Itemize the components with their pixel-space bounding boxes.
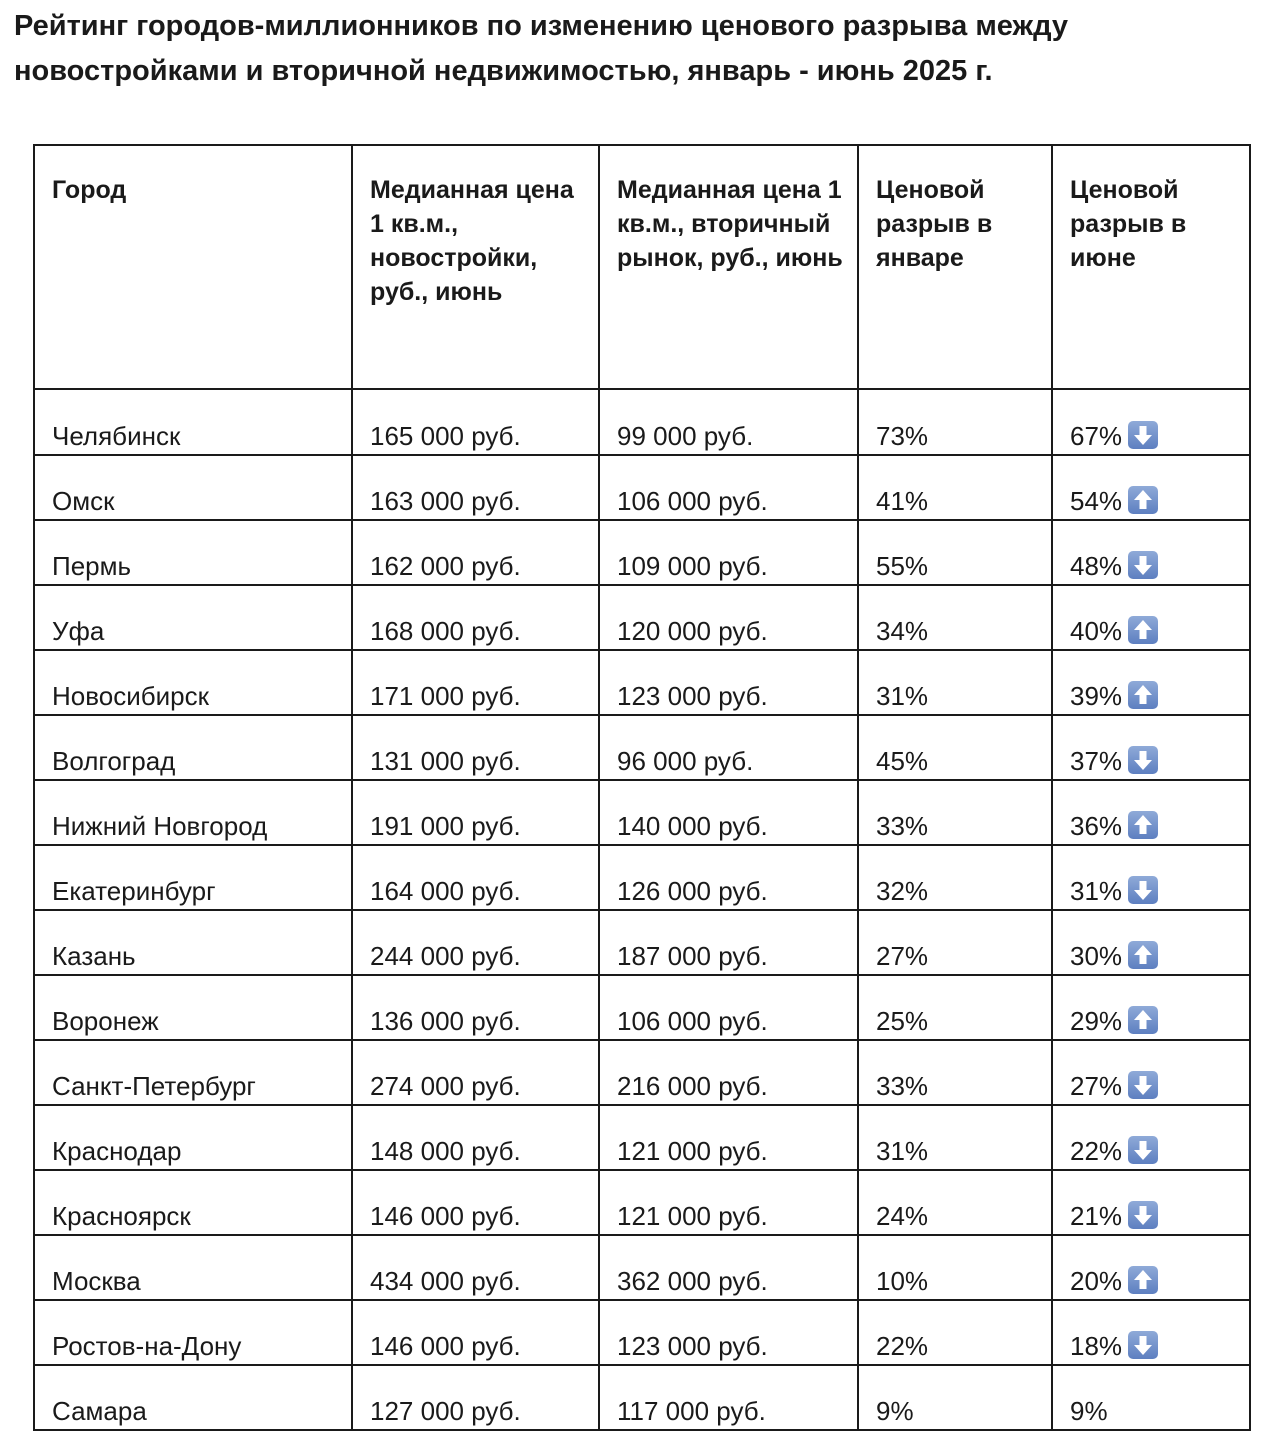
new-price-cell-value: 146 000 руб.	[370, 1331, 521, 1361]
city-cell	[34, 455, 352, 520]
gap-june-cell-value: 37%	[1070, 746, 1123, 776]
resale-price-cell	[599, 1105, 858, 1170]
arrow-down-icon	[1128, 1331, 1158, 1359]
gap-june-cell-value: 48%	[1070, 551, 1123, 581]
gap-january-cell-value: 33%	[876, 811, 929, 841]
city-cell-value: Волгоград	[52, 746, 176, 776]
gap-june-cell	[1052, 1170, 1250, 1235]
new-price-cell	[352, 975, 599, 1040]
gap-january-cell-value: 41%	[876, 486, 929, 516]
new-price-cell-value: 274 000 руб.	[370, 1071, 521, 1101]
resale-price-cell	[599, 650, 858, 715]
column-header-new-price: Медианная цена 1 кв.м., новостройки, руб., июнь	[352, 145, 599, 389]
city-cell	[34, 520, 352, 585]
city-cell	[34, 1365, 352, 1430]
resale-price-cell	[599, 910, 858, 975]
column-header-gap-january: Ценовой разрыв в январе	[858, 145, 1052, 389]
new-price-cell-value: 163 000 руб.	[370, 486, 521, 516]
resale-price-cell-value: 121 000 руб.	[617, 1201, 768, 1231]
gap-june-cell	[1052, 1105, 1250, 1170]
gap-january-cell-value: 25%	[876, 1006, 929, 1036]
new-price-cell	[352, 715, 599, 780]
gap-june-cell-value: 21%	[1070, 1201, 1123, 1231]
new-price-cell-value: 127 000 руб.	[370, 1396, 521, 1426]
new-price-cell	[352, 1170, 599, 1235]
city-cell	[34, 389, 352, 455]
resale-price-cell-value: 362 000 руб.	[617, 1266, 768, 1296]
gap-january-cell	[858, 1040, 1052, 1105]
new-price-cell	[352, 1365, 599, 1430]
resale-price-cell	[599, 389, 858, 455]
gap-june-cell	[1052, 585, 1250, 650]
resale-price-cell	[599, 780, 858, 845]
resale-price-cell	[599, 585, 858, 650]
city-cell-value: Новосибирск	[52, 681, 209, 711]
gap-january-cell	[858, 585, 1052, 650]
city-cell	[34, 715, 352, 780]
new-price-cell	[352, 389, 599, 455]
gap-january-cell	[858, 1300, 1052, 1365]
gap-june-cell-value: 9%	[1070, 1396, 1108, 1426]
gap-january-cell-value: 10%	[876, 1266, 929, 1296]
city-cell	[34, 1235, 352, 1300]
gap-january-cell	[858, 650, 1052, 715]
table-row	[34, 455, 1250, 520]
gap-june-cell-value: 27%	[1070, 1071, 1123, 1101]
resale-price-cell-value: 117 000 руб.	[617, 1396, 766, 1426]
resale-price-cell-value: 106 000 руб.	[617, 1006, 768, 1036]
gap-june-cell-value: 54%	[1070, 486, 1123, 516]
gap-june-cell	[1052, 650, 1250, 715]
resale-price-cell-value: 126 000 руб.	[617, 876, 768, 906]
resale-price-cell	[599, 1365, 858, 1430]
new-price-cell-value: 146 000 руб.	[370, 1201, 521, 1231]
city-cell-value: Пермь	[52, 551, 132, 581]
resale-price-cell-value: 123 000 руб.	[617, 681, 768, 711]
new-price-cell	[352, 1040, 599, 1105]
city-cell	[34, 845, 352, 910]
resale-price-cell-value: 216 000 руб.	[617, 1071, 768, 1101]
gap-june-cell	[1052, 780, 1250, 845]
arrow-up-icon	[1128, 616, 1158, 644]
arrow-down-icon	[1128, 551, 1158, 579]
city-cell	[34, 1170, 352, 1235]
resale-price-cell-value: 121 000 руб.	[617, 1136, 768, 1166]
gap-january-cell-value: 27%	[876, 941, 929, 971]
city-cell-value: Москва	[52, 1266, 141, 1296]
new-price-cell	[352, 650, 599, 715]
new-price-cell	[352, 1105, 599, 1170]
gap-january-cell-value: 55%	[876, 551, 929, 581]
city-cell-value: Самара	[52, 1396, 147, 1426]
city-cell-value: Казань	[52, 941, 136, 971]
gap-january-cell	[858, 455, 1052, 520]
city-cell-value: Нижний Новгород	[52, 811, 268, 841]
new-price-cell	[352, 455, 599, 520]
new-price-cell-value: 434 000 руб.	[370, 1266, 521, 1296]
city-cell	[34, 585, 352, 650]
table-row	[34, 1365, 1250, 1430]
gap-january-cell	[858, 975, 1052, 1040]
gap-june-cell	[1052, 455, 1250, 520]
gap-january-cell-value: 45%	[876, 746, 929, 776]
gap-january-cell-value: 9%	[876, 1396, 914, 1426]
gap-january-cell	[858, 389, 1052, 455]
city-cell	[34, 780, 352, 845]
city-cell-value: Омск	[52, 486, 115, 516]
gap-january-cell	[858, 1365, 1052, 1430]
gap-january-cell	[858, 1105, 1052, 1170]
arrow-up-icon	[1128, 1006, 1158, 1034]
gap-june-cell	[1052, 845, 1250, 910]
column-header-resale-price: Медианная цена 1 кв.м., вторичный рынок, руб., июнь	[599, 145, 858, 389]
city-cell-value: Красноярск	[52, 1201, 191, 1231]
gap-june-cell-value: 39%	[1070, 681, 1123, 711]
resale-price-cell	[599, 1170, 858, 1235]
table-row	[34, 1105, 1250, 1170]
resale-price-cell-value: 109 000 руб.	[617, 551, 768, 581]
gap-june-cell	[1052, 389, 1250, 455]
arrow-down-icon	[1128, 421, 1158, 449]
gap-june-cell	[1052, 1300, 1250, 1365]
arrow-down-icon	[1128, 746, 1158, 774]
table-row	[34, 910, 1250, 975]
column-header-city: Город	[34, 145, 352, 389]
new-price-cell	[352, 520, 599, 585]
resale-price-cell	[599, 975, 858, 1040]
gap-january-cell	[858, 715, 1052, 780]
gap-june-cell-value: 36%	[1070, 811, 1123, 841]
table-row	[34, 975, 1250, 1040]
table-row	[34, 780, 1250, 845]
arrow-up-icon	[1128, 1266, 1158, 1294]
new-price-cell-value: 165 000 руб.	[370, 421, 521, 451]
new-price-cell-value: 131 000 руб.	[370, 746, 521, 776]
resale-price-cell-value: 99 000 руб.	[617, 421, 754, 451]
gap-january-cell-value: 32%	[876, 876, 929, 906]
new-price-cell	[352, 1300, 599, 1365]
gap-january-cell-value: 31%	[876, 681, 929, 711]
resale-price-cell	[599, 1300, 858, 1365]
column-header-gap-june: Ценовой разрыв в июне	[1052, 145, 1250, 389]
new-price-cell-value: 148 000 руб.	[370, 1136, 521, 1166]
arrow-down-icon	[1128, 1071, 1158, 1099]
resale-price-cell	[599, 1040, 858, 1105]
resale-price-cell-value: 120 000 руб.	[617, 616, 768, 646]
resale-price-cell	[599, 1235, 858, 1300]
gap-june-cell-value: 20%	[1070, 1266, 1123, 1296]
gap-january-cell-value: 73%	[876, 421, 929, 451]
table-row	[34, 650, 1250, 715]
gap-january-cell	[858, 1235, 1052, 1300]
arrow-up-icon	[1128, 811, 1158, 839]
resale-price-cell-value: 187 000 руб.	[617, 941, 768, 971]
gap-june-cell-value: 40%	[1070, 616, 1123, 646]
gap-january-cell	[858, 1170, 1052, 1235]
resale-price-cell	[599, 845, 858, 910]
arrow-up-icon	[1128, 486, 1158, 514]
city-cell	[34, 1105, 352, 1170]
gap-june-cell-value: 22%	[1070, 1136, 1123, 1166]
gap-june-cell	[1052, 520, 1250, 585]
new-price-cell	[352, 780, 599, 845]
new-price-cell-value: 168 000 руб.	[370, 616, 521, 646]
arrow-down-icon	[1128, 876, 1158, 904]
table-row	[34, 389, 1250, 455]
gap-june-cell-value: 67%	[1070, 421, 1123, 451]
arrow-up-icon	[1128, 681, 1158, 709]
gap-january-cell-value: 34%	[876, 616, 929, 646]
gap-june-cell	[1052, 1365, 1250, 1430]
gap-june-cell-value: 31%	[1070, 876, 1123, 906]
page-title: Рейтинг городов-миллионников по изменению ценового разрыва между новостройками и вторичной недвижимостью, январь - июнь 2025 г.	[14, 10, 1068, 87]
new-price-cell	[352, 585, 599, 650]
gap-june-cell	[1052, 715, 1250, 780]
resale-price-cell-value: 123 000 руб.	[617, 1331, 768, 1361]
arrow-down-icon	[1128, 1201, 1158, 1229]
city-cell	[34, 1040, 352, 1105]
city-cell	[34, 910, 352, 975]
table-row	[34, 1170, 1250, 1235]
gap-june-cell-value: 18%	[1070, 1331, 1123, 1361]
new-price-cell-value: 171 000 руб.	[370, 681, 521, 711]
arrow-down-icon	[1128, 1136, 1158, 1164]
table-row	[34, 585, 1250, 650]
resale-price-cell-value: 96 000 руб.	[617, 746, 754, 776]
table-row	[34, 1300, 1250, 1365]
resale-price-cell-value: 140 000 руб.	[617, 811, 768, 841]
city-cell-value: Санкт-Петербург	[52, 1071, 256, 1101]
gap-january-cell-value: 24%	[876, 1201, 929, 1231]
city-cell-value: Краснодар	[52, 1136, 182, 1166]
table-row	[34, 1040, 1250, 1105]
city-cell-value: Ростов-на-Дону	[52, 1331, 242, 1361]
gap-june-cell	[1052, 1235, 1250, 1300]
gap-june-cell	[1052, 1040, 1250, 1105]
gap-june-cell	[1052, 910, 1250, 975]
gap-june-cell	[1052, 975, 1250, 1040]
gap-january-cell-value: 33%	[876, 1071, 929, 1101]
resale-price-cell	[599, 520, 858, 585]
gap-january-cell	[858, 910, 1052, 975]
new-price-cell-value: 244 000 руб.	[370, 941, 521, 971]
gap-january-cell	[858, 520, 1052, 585]
table-row	[34, 1235, 1250, 1300]
city-cell-value: Уфа	[52, 616, 105, 646]
resale-price-cell-value: 106 000 руб.	[617, 486, 768, 516]
city-cell	[34, 975, 352, 1040]
city-cell	[34, 650, 352, 715]
city-cell-value: Екатеринбург	[52, 876, 216, 906]
table-row	[34, 715, 1250, 780]
new-price-cell	[352, 1235, 599, 1300]
new-price-cell-value: 191 000 руб.	[370, 811, 521, 841]
resale-price-cell	[599, 715, 858, 780]
table-header-row	[34, 145, 1250, 389]
gap-january-cell-value: 22%	[876, 1331, 929, 1361]
city-cell	[34, 1300, 352, 1365]
arrow-up-icon	[1128, 941, 1158, 969]
ranking-table	[33, 144, 1251, 1431]
gap-june-cell-value: 29%	[1070, 1006, 1123, 1036]
new-price-cell	[352, 845, 599, 910]
gap-june-cell-value: 30%	[1070, 941, 1123, 971]
new-price-cell-value: 136 000 руб.	[370, 1006, 521, 1036]
resale-price-cell	[599, 455, 858, 520]
new-price-cell	[352, 910, 599, 975]
city-cell-value: Челябинск	[52, 421, 181, 451]
new-price-cell-value: 164 000 руб.	[370, 876, 521, 906]
gap-january-cell	[858, 845, 1052, 910]
new-price-cell-value: 162 000 руб.	[370, 551, 521, 581]
table-row	[34, 520, 1250, 585]
gap-january-cell	[858, 780, 1052, 845]
table-row	[34, 845, 1250, 910]
gap-january-cell-value: 31%	[876, 1136, 929, 1166]
city-cell-value: Воронеж	[52, 1006, 159, 1036]
